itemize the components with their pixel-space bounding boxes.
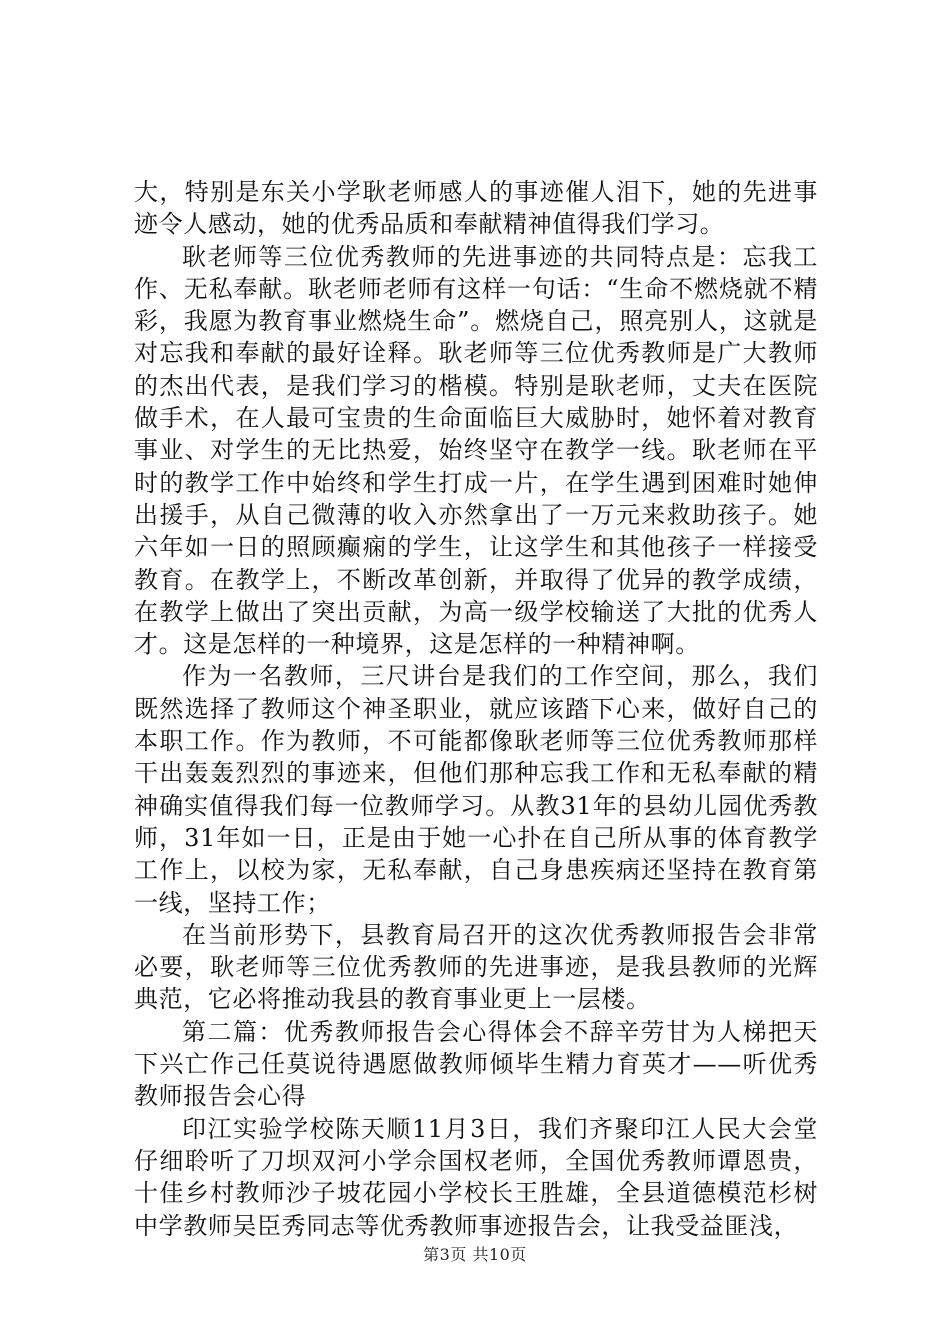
paragraph-6: 印江实验学校陈天顺11月3日，我们齐聚印江人民大会堂仔细聆听了刀坝双河小学佘国权老师，全国优秀教师谭恩贵，十佳乡村教师沙子坡花园小学校长王胜雄，全县道德模范杉树中学教师吴臣秀同志等优秀教师事迹报告会，让我受益匪浅， (134, 1114, 818, 1240)
paragraph-2: 耿老师等三位优秀教师的先进事迹的共同特点是：忘我工作、无私奉献。耿老师老师有这样一句话：“生命不燃烧就不精彩，我愿为教育事业燃烧生命”。燃烧自己，照亮别人，这就是对忘我和奉献的最好诠释。耿老师等三位优秀教师是广大教师的杰出代表，是我们学习的楷模。特别是耿老师，丈夫在医院做手术，在人最可宝贵的生命面临巨大威胁时，她怀着对教育事业、对学生的无比热爱，始终坚守在教学一线。耿老师在平时的教学工作中始终和学生打成一片，在学生遇到困难时她伸出援手，从自己微薄的收入亦然拿出了一万元来救助孩子。她六年如一日的照顾癫痫的学生，让这学生和其他孩子一样接受教育。在教学上，不断改革创新，并取得了优异的教学成绩，在教学上做出了突出贡献，为高一级学校输送了大批的优秀人才。这是怎样的一种境界，这是怎样的一种精神啊。 (134, 242, 818, 659)
section-heading-paragraph: 第二篇：优秀教师报告会心得体会不辞辛劳甘为人梯把天下兴亡作己任莫说待遇愿做教师倾毕生精力育英才——听优秀教师报告会心得 (134, 1017, 818, 1111)
document-body (134, 176, 818, 1242)
page-footer: 第3页 共10页 (423, 1245, 527, 1264)
paragraph-4: 在当前形势下，县教育局召开的这次优秀教师报告会非常必要，耿老师等三位优秀教师的先进事迹，是我县教师的光辉典范，它必将推动我县的教育事业更上一层楼。 (134, 920, 818, 1014)
paragraph-1: 大，特别是东关小学耿老师感人的事迹催人泪下，她的先进事迹令人感动，她的优秀品质和奉献精神值得我们学习。 (134, 178, 818, 239)
paragraph-3: 作为一名教师，三尺讲台是我们的工作空间，那么，我们既然选择了教师这个神圣职业，就应该踏下心来，做好自己的本职工作。作为教师，不可能都像耿老师等三位优秀教师那样干出轰轰烈烈的事迹来，但他们那种忘我工作和无私奉献的精神确实值得我们每一位教师学习。从教31年的县幼儿园优秀教师，31年如一日，正是由于她一心扑在自己所从事的体育教学工作上，以校为家，无私奉献，自己身患疾病还坚持在教育第一线，坚持工作； (134, 662, 818, 917)
